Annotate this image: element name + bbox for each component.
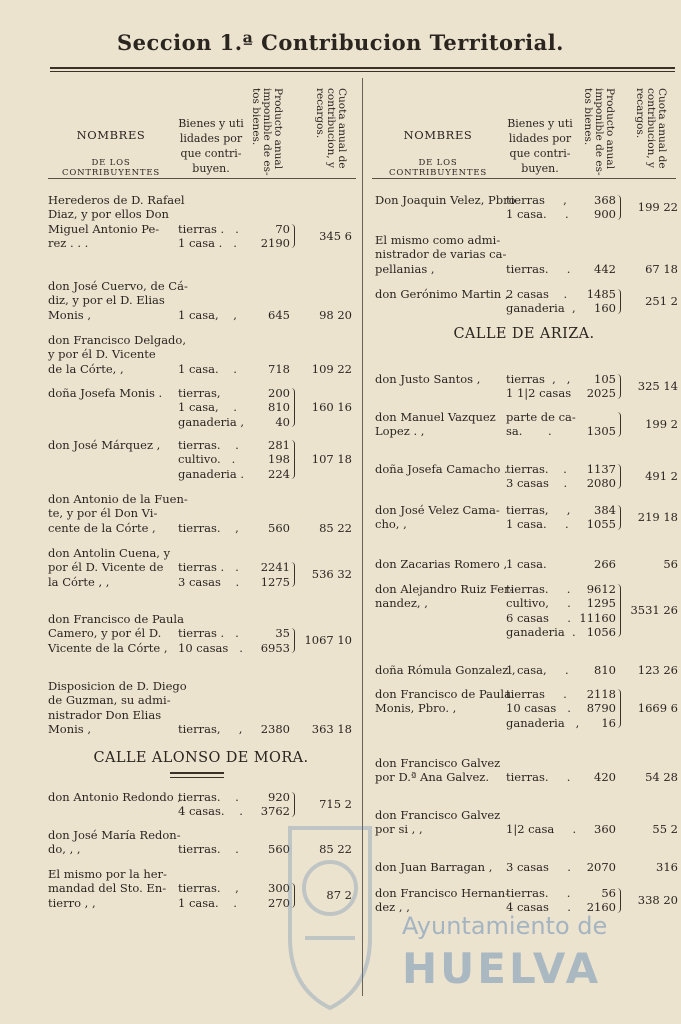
contributor-name-line: don Justo Santos , <box>375 372 481 386</box>
producto-value: 560 <box>268 520 290 535</box>
cuota-value: 85 22 <box>319 520 352 535</box>
producto-value: 16 <box>601 715 616 730</box>
goods-item: 3 casas . <box>178 574 240 589</box>
header-cuota-line: Cuota anual de <box>336 88 348 169</box>
contributor-name-line: Monis , <box>48 721 91 736</box>
contributor-name-line: la Córte , , <box>48 574 110 589</box>
producto-value: 2118 <box>586 687 616 701</box>
watermark-line2: HUELVA <box>402 944 602 993</box>
cuota-value: 1067 10 <box>304 633 352 648</box>
contributor-name <box>48 333 186 376</box>
producto-value: 2025 <box>586 386 616 401</box>
header-bienes-line: Bienes y uti <box>507 117 573 130</box>
contributor-name-line: El mismo como admi- <box>375 233 501 247</box>
header-producto-line: Producto anual <box>272 88 284 170</box>
goods-list <box>506 770 570 784</box>
header-nombres <box>48 128 174 178</box>
producto-value: 1485 <box>586 287 616 301</box>
cuota-value: 316 <box>656 860 678 874</box>
contributor-name-line: don Gerónimo Martin , <box>375 287 509 301</box>
contributor-name-line: don Alejandro Ruiz Fer- <box>375 582 514 596</box>
producto-value: 1295 <box>586 596 616 611</box>
header-cuota <box>634 88 667 180</box>
header-producto-line: tos bienes. <box>582 88 594 146</box>
contributor-name-line: nistrador de varias ca- <box>375 247 507 262</box>
contributor-name-line: pellanias , <box>375 261 435 276</box>
header-bienes-line: lidades por <box>179 132 243 145</box>
contributor-name-line: diz, y por el D. Elias <box>48 293 165 308</box>
contributor-name <box>375 462 508 476</box>
contributor-name-line: mandad del Sto. En- <box>48 881 167 896</box>
contributor-record <box>0 663 681 677</box>
contributor-name-line: don Francisco Delgado, <box>48 333 186 347</box>
header-bienes-line: buyen. <box>521 162 559 175</box>
contributor-name-line: doña Josefa Camacho . <box>375 462 508 476</box>
producto-value: 300 <box>268 881 290 896</box>
contributor-name-line: don Francisco de Paula <box>375 687 511 701</box>
contributor-name-line: de Guzman, su admi- <box>48 693 171 708</box>
header-bienes <box>176 116 246 176</box>
cuota-value: 345 6 <box>319 228 352 243</box>
producto-value: 560 <box>268 842 290 857</box>
goods-item: tierras . <box>506 687 567 701</box>
contributor-name-line: El mismo por la her- <box>48 867 167 881</box>
header-cuota-line: recargos. <box>634 88 646 139</box>
contributor-name-line: doña Rómula Gonzalez , <box>375 663 516 677</box>
goods-item: tierras. . <box>178 842 239 857</box>
goods-item: 1 casa. . <box>506 207 569 222</box>
street-heading-alonso-de-mora: CALLE ALONSO DE MORA. <box>93 750 309 766</box>
contributor-name-line: Vicente de la Córte , <box>48 640 168 655</box>
contributor-name-line: Monis , <box>48 307 91 322</box>
contributor-record <box>0 687 681 730</box>
producto-values <box>568 287 616 316</box>
contributor-name-line: don Zacarias Romero , <box>375 557 508 571</box>
header-bienes-line: que contri- <box>180 147 242 160</box>
producto-values <box>568 372 616 401</box>
goods-list <box>178 842 239 856</box>
contributor-name <box>375 287 508 301</box>
header-producto-line: imponible de es- <box>593 88 605 176</box>
contributor-name-line: por si , , <box>375 822 423 837</box>
producto-value <box>568 410 616 424</box>
goods-item: 1 casa. <box>506 557 547 571</box>
producto-value: 8790 <box>586 701 616 716</box>
contributor-name-line: don Antonio de la Fuen- <box>48 492 188 506</box>
contributor-name-line: don Francisco de Paula <box>48 612 184 626</box>
contributor-record <box>0 372 681 401</box>
contributor-record <box>0 410 681 439</box>
contributor-name-line: don Francisco Galvez <box>375 808 501 822</box>
goods-item: 1 casa . . <box>178 235 237 250</box>
cuota-value: 536 32 <box>311 567 352 582</box>
cuota-value: 1669 6 <box>637 701 678 716</box>
contributor-name <box>48 438 160 452</box>
goods-item: tierras. . <box>178 790 239 804</box>
contributor-name <box>375 503 500 532</box>
header-rule <box>372 178 676 179</box>
producto-value: 810 <box>268 400 290 415</box>
contributor-name-line: nandez, , <box>375 596 428 611</box>
header-cuota-line: contribucion, y <box>325 88 337 168</box>
contributor-name <box>48 790 181 804</box>
contributor-name-line: Lopez . , <box>375 424 425 439</box>
contributor-name-line: Don Joaquin Velez, Pbro <box>375 193 516 207</box>
header-nombres-label: NOMBRES <box>76 128 146 142</box>
header-contribuyentes-label: DE LOS CONTRIBUYENTES <box>62 158 160 178</box>
cuota-value: 251 2 <box>645 294 678 309</box>
contributor-record <box>0 462 681 491</box>
goods-item: cultivo. . <box>178 452 236 467</box>
cuota-value: 123 26 <box>637 663 678 677</box>
contributor-record <box>0 193 681 222</box>
goods-item: tierras , <box>506 193 567 207</box>
header-rule <box>48 178 356 179</box>
producto-value: 420 <box>594 770 616 785</box>
producto-value: 810 <box>594 663 616 677</box>
producto-value: 2241 <box>260 560 290 575</box>
goods-list <box>506 663 569 677</box>
producto-values <box>568 462 616 491</box>
cuota-value: 491 2 <box>645 469 678 484</box>
goods-item: tierras. . <box>506 886 571 900</box>
goods-item: tierras . . <box>178 560 239 575</box>
cuota-value: 160 16 <box>311 400 352 415</box>
watermark-line1: Ayuntamiento de <box>402 912 608 940</box>
contributor-record <box>0 557 681 571</box>
contributor-name-line: doña Josefa Monis . <box>48 386 163 400</box>
producto-value: 6953 <box>260 640 290 655</box>
producto-value: 56 <box>601 886 616 900</box>
contributor-name <box>375 193 516 207</box>
producto-values <box>568 503 616 532</box>
goods-item: ganaderia . <box>178 466 244 481</box>
contributor-name-line: don Juan Barragan , <box>375 860 493 874</box>
header-producto <box>582 88 615 180</box>
producto-value: 1275 <box>260 574 290 589</box>
goods-item: 1 casa. . <box>506 517 569 532</box>
producto-value: 645 <box>268 307 290 322</box>
cuota-value: 199 22 <box>637 200 678 215</box>
producto-value: 70 <box>275 221 290 236</box>
cuota-value: 98 20 <box>319 307 352 322</box>
producto-value: 224 <box>268 466 290 481</box>
producto-value: 442 <box>594 261 616 276</box>
header-producto-line: tos bienes. <box>250 88 262 146</box>
contributor-name-line: don Manuel Vazquez <box>375 410 496 424</box>
goods-item: 1 casa. . <box>178 895 237 910</box>
contributor-name-line: cente de la Córte , <box>48 520 156 535</box>
goods-list <box>506 372 571 401</box>
header-bienes-line: Bienes y uti <box>178 117 244 130</box>
header-bienes-line: que contri- <box>509 147 571 160</box>
cuota-value: 55 2 <box>652 822 678 837</box>
producto-values <box>568 770 616 784</box>
contributor-name-line: por D.ª Ana Galvez. <box>375 770 489 785</box>
contributor-name-line: don Antolin Cuena, y <box>48 546 171 560</box>
producto-values <box>568 582 616 639</box>
header-bienes-line: lidades por <box>508 132 572 145</box>
cuota-value: 338 20 <box>637 893 678 908</box>
header-bienes-line: buyen. <box>192 162 230 175</box>
goods-item: 1|2 casa . <box>506 822 577 837</box>
contributor-name-line: tierro , , <box>48 895 96 910</box>
contributor-name-line: Camero, y por él D. <box>48 626 162 641</box>
producto-value: 2190 <box>260 235 290 250</box>
producto-value: 200 <box>268 386 290 400</box>
producto-value: 1305 <box>586 424 616 439</box>
goods-list <box>506 410 576 439</box>
producto-value: 1137 <box>586 462 616 476</box>
title-rule-top <box>50 67 675 69</box>
cuota-value: 325 14 <box>637 379 678 394</box>
producto-value: 2380 <box>260 721 290 736</box>
cuota-value: 67 18 <box>645 261 678 276</box>
cuota-value: 54 28 <box>645 770 678 785</box>
goods-item: 1 casa, , <box>178 307 237 322</box>
goods-item: 3 casas . <box>506 476 568 491</box>
contributor-name-line: don José María Redon- <box>48 828 181 842</box>
contributor-name-line: don Francisco Galvez <box>375 756 501 770</box>
goods-item: ganaderia , <box>506 715 580 730</box>
contributor-name <box>375 687 511 716</box>
goods-item: tierras, <box>178 386 221 400</box>
contributor-name-line: Monis, Pbro. , <box>375 701 457 716</box>
contributor-name-line: te, y por él Don Vi- <box>48 506 158 521</box>
contributor-name-line: nistrador Don Elias <box>48 707 162 722</box>
goods-item: 3 casas . <box>506 860 571 874</box>
producto-values <box>568 557 616 571</box>
producto-value: 160 <box>594 301 616 316</box>
goods-item: 1 casa, . <box>506 663 569 677</box>
goods-item: 1 casa. . <box>178 361 237 376</box>
producto-values <box>568 663 616 677</box>
contributor-name-line: don José Márquez , <box>48 438 161 452</box>
contributor-name-line: don José Cuervo, de Cá- <box>48 279 188 293</box>
producto-value: 2160 <box>586 900 616 915</box>
producto-values <box>568 262 616 276</box>
cuota-value: 199 2 <box>645 417 678 432</box>
goods-item: parte de ca- <box>506 410 576 424</box>
header-contribuyentes-label: DE LOS CONTRIBUYENTES <box>389 158 487 178</box>
cuota-value: 219 18 <box>637 510 678 525</box>
goods-list <box>506 582 576 639</box>
producto-value: 900 <box>594 207 616 222</box>
producto-value: 198 <box>268 452 290 467</box>
contributor-record <box>0 287 681 316</box>
street-heading-ariza: CALLE DE ARIZA. <box>453 326 595 342</box>
goods-item: ganaderia . <box>506 624 576 639</box>
goods-item: tierras, , <box>178 721 243 736</box>
contributor-record <box>0 582 681 639</box>
header-cuota <box>314 88 347 180</box>
goods-list <box>506 262 570 276</box>
producto-value: 384 <box>594 503 616 517</box>
goods-list <box>506 462 567 491</box>
contributor-name-line: dez , , <box>375 900 410 915</box>
producto-value: 105 <box>594 372 616 386</box>
producto-value: 35 <box>275 626 290 641</box>
goods-item: tierras. . <box>506 462 567 476</box>
producto-value: 2080 <box>586 476 616 491</box>
goods-item: tierras . . <box>178 626 239 641</box>
contributor-name <box>375 410 496 439</box>
goods-list <box>506 557 547 571</box>
cuota-value: 107 18 <box>311 452 352 467</box>
goods-item: tierras. , <box>178 881 239 896</box>
goods-item: tierras, , <box>506 503 571 517</box>
header-nombres-label: NOMBRES <box>403 128 473 142</box>
producto-value: 718 <box>268 361 290 376</box>
goods-item: cultivo, . <box>506 596 571 611</box>
header-bienes <box>504 116 576 176</box>
goods-item: 1 casa, . <box>178 400 237 415</box>
header-producto <box>250 88 283 180</box>
goods-item: 1 1|2 casas <box>506 386 572 401</box>
contributor-name-line: don José Velez Cama- <box>375 503 500 517</box>
header-producto-line: imponible de es- <box>261 88 273 176</box>
goods-item: 4 casas. . <box>178 804 243 819</box>
contributor-name <box>375 582 513 611</box>
goods-list <box>506 287 576 316</box>
producto-value: 11160 <box>579 610 616 625</box>
goods-item: tierras. . <box>178 438 239 452</box>
contributor-name-line: y por él D. Vicente <box>48 347 156 362</box>
goods-item: tierras. , <box>178 520 239 535</box>
producto-value: 9612 <box>586 582 616 596</box>
contributor-name-line: por él D. Vicente de <box>48 560 164 575</box>
producto-value: 1056 <box>586 624 616 639</box>
contributor-name-line: de la Córte, , <box>48 361 124 376</box>
contributor-name-line: Miguel Antonio Pe- <box>48 221 160 236</box>
goods-item: tierras , , <box>506 372 571 386</box>
goods-item: 6 casas . <box>506 610 571 625</box>
contributor-name-line: Disposicion de D. Diego <box>48 679 187 693</box>
goods-item: tierras. . <box>506 770 571 785</box>
header-nombres <box>374 128 502 178</box>
header-cuota-line: Cuota anual de <box>656 88 668 169</box>
cuota-value: 109 22 <box>311 361 352 376</box>
title-rule-bottom <box>50 71 675 72</box>
header-cuota-line: contribucion, y <box>645 88 657 168</box>
producto-value: 360 <box>594 822 616 837</box>
contributor-name <box>375 756 500 785</box>
contributor-record <box>0 756 681 785</box>
goods-item: 10 casas . <box>506 701 571 716</box>
goods-item: ganaderia , <box>178 414 244 429</box>
goods-item: 10 casas . <box>178 640 243 655</box>
contributor-record <box>0 333 681 376</box>
cuota-value: 363 18 <box>311 721 352 736</box>
producto-value: 40 <box>275 414 290 429</box>
goods-item: ganaderia , <box>506 301 576 316</box>
goods-item: tierras. . <box>506 261 571 276</box>
producto-value: 281 <box>268 438 290 452</box>
producto-value: 3762 <box>260 804 290 819</box>
contributor-name-line: Herederos de D. Rafael <box>48 193 185 207</box>
contributor-name-line: Diaz, y por ellos Don <box>48 207 169 222</box>
contributor-name <box>375 557 507 571</box>
producto-value: 1055 <box>586 517 616 532</box>
contributor-name-line: don Francisco Hernan- <box>375 886 510 900</box>
cuota-value: 87 2 <box>326 888 352 903</box>
contributor-record <box>0 503 681 532</box>
cuota-value: 56 <box>663 557 678 571</box>
goods-item: tierras . . <box>178 221 239 236</box>
cuota-value: 715 2 <box>319 797 352 812</box>
producto-value: 2070 <box>586 860 616 874</box>
goods-item: tierras. . <box>506 582 571 596</box>
producto-values <box>568 687 616 730</box>
cuota-value: 85 22 <box>319 842 352 857</box>
producto-value: 270 <box>268 895 290 910</box>
goods-item: 4 casas . <box>506 900 571 915</box>
contributor-name <box>375 372 480 386</box>
contributor-name-line: do, , , <box>48 842 81 857</box>
contributor-name-line: cho, , <box>375 517 407 532</box>
goods-item: 2 casas . <box>506 287 568 301</box>
producto-value: 920 <box>268 790 290 804</box>
goods-list <box>506 193 569 222</box>
goods-item: sa. . <box>506 424 552 439</box>
header-producto-line: Producto anual <box>604 88 616 170</box>
contributor-record <box>0 233 681 276</box>
contributor-name <box>375 233 506 276</box>
producto-values <box>568 193 616 222</box>
producto-value: 368 <box>594 193 616 207</box>
contributor-name <box>375 663 516 677</box>
header-cuota-line: recargos. <box>314 88 326 139</box>
page-title: Seccion 1.ª Contribucion Territorial. <box>117 30 564 55</box>
goods-list <box>506 503 570 532</box>
contributor-name-line: rez . . . <box>48 235 89 250</box>
producto-value: 266 <box>594 557 616 571</box>
contributor-name-line: don Antonio Redondo , <box>48 790 182 804</box>
cuota-value: 3531 26 <box>630 603 678 618</box>
producto-values <box>568 410 616 439</box>
